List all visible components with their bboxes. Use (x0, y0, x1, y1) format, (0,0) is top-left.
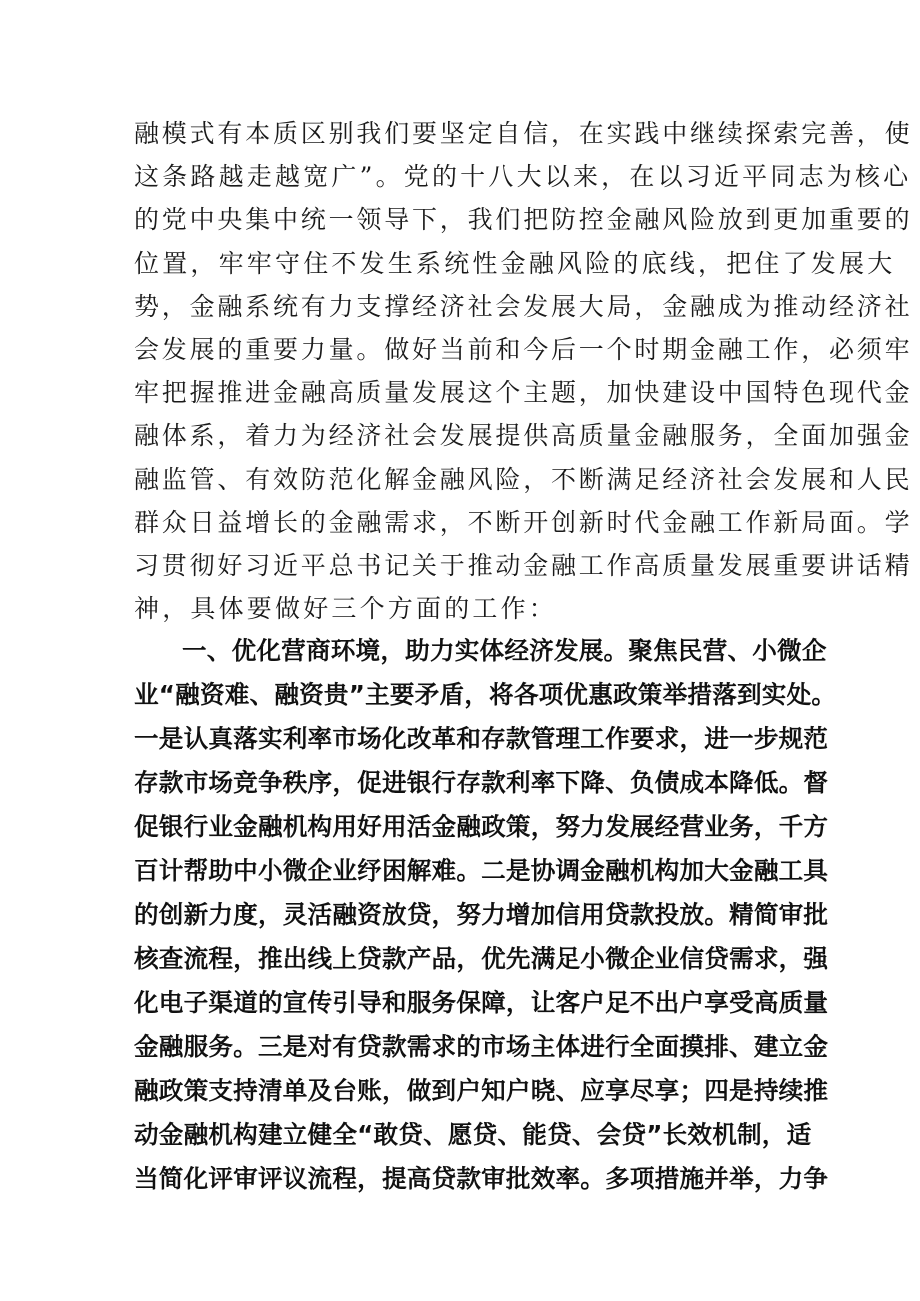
text-line: 百计帮助中小微企业纾困解难。二是协调金融机构加大金融工具 (134, 856, 829, 885)
text-line: 势，金融系统有力支撑经济社会发展大局，金融成为推动经济社 (134, 291, 913, 321)
text-line: 金融服务。三是对有贷款需求的市场主体进行全面摸排、建立金 (134, 1032, 829, 1061)
text-line: 核查流程，推出线上贷款产品，优先满足小微企业信贷需求，强 (134, 944, 829, 973)
text-line: 业“融资难、融资贵”主要矛盾，将各项优惠政策举措落到实处。 (134, 680, 837, 709)
text-line: 融模式有本质区别我们要坚定自信，在实践中继续探索完善，使 (134, 119, 913, 148)
text-line: 促银行业金融机构用好用活金融政策，努力发展经营业务，千方 (134, 812, 829, 841)
text-line: 神，具体要做好三个方面的工作： (134, 594, 558, 624)
text-line: 的创新力度，灵活融资放贷，努力增加信用贷款投放。精简审批 (134, 900, 829, 929)
text-line: 融体系，着力为经济社会发展提供高质量金融服务，全面加强金 (134, 421, 913, 451)
text-line: 这条路越走越宽广”。党的十八大以来，在以习近平同志为核心 (134, 162, 912, 192)
text-line: 一是认真落实利率市场化改革和存款管理工作要求，进一步规范 (134, 724, 829, 753)
text-line: 融监管、有效防范化解金融风险，不断满足经济社会发展和人民 (134, 464, 913, 494)
text-line: 群众日益增长的金融需求，不断开创新时代金融工作新局面。学 (134, 507, 913, 537)
text-line: 位置，牢牢守住不发生系统性金融风险的底线，把住了发展大 (134, 248, 896, 278)
text-line: 习贯彻好习近平总书记关于推动金融工作高质量发展重要讲话精 (134, 551, 913, 581)
text-line: 融政策支持清单及台账，做到户知户晓、应享尽享；四是持续推 (134, 1076, 829, 1105)
text-line: 当简化评审评议流程，提高贷款审批效率。多项措施并举，力争 (134, 1164, 829, 1193)
paragraph-business-environment (134, 629, 837, 1201)
text-line: 化电子渠道的宣传引导和服务保障，让客户足不出户享受高质量 (134, 988, 829, 1017)
section-heading-line: 一、优化营商环境，助力实体经济发展。聚焦民营、小微企 (182, 636, 827, 665)
text-line: 动金融机构建立健全“敢贷、愿贷、能贷、会贷”长效机制，适 (134, 1120, 812, 1149)
text-line: 存款市场竞争秩序，促进银行存款利率下降、负债成本降低。督 (134, 768, 829, 797)
text-line: 会发展的重要力量。做好当前和今后一个时期金融工作，必须牢 (134, 335, 913, 365)
text-line: 牢把握推进金融高质量发展这个主题，加快建设中国特色现代金 (134, 378, 913, 408)
text-line: 的党中央集中统一领导下，我们把防控金融风险放到更加重要的 (134, 205, 913, 235)
paragraph-financial-risk (134, 112, 913, 630)
